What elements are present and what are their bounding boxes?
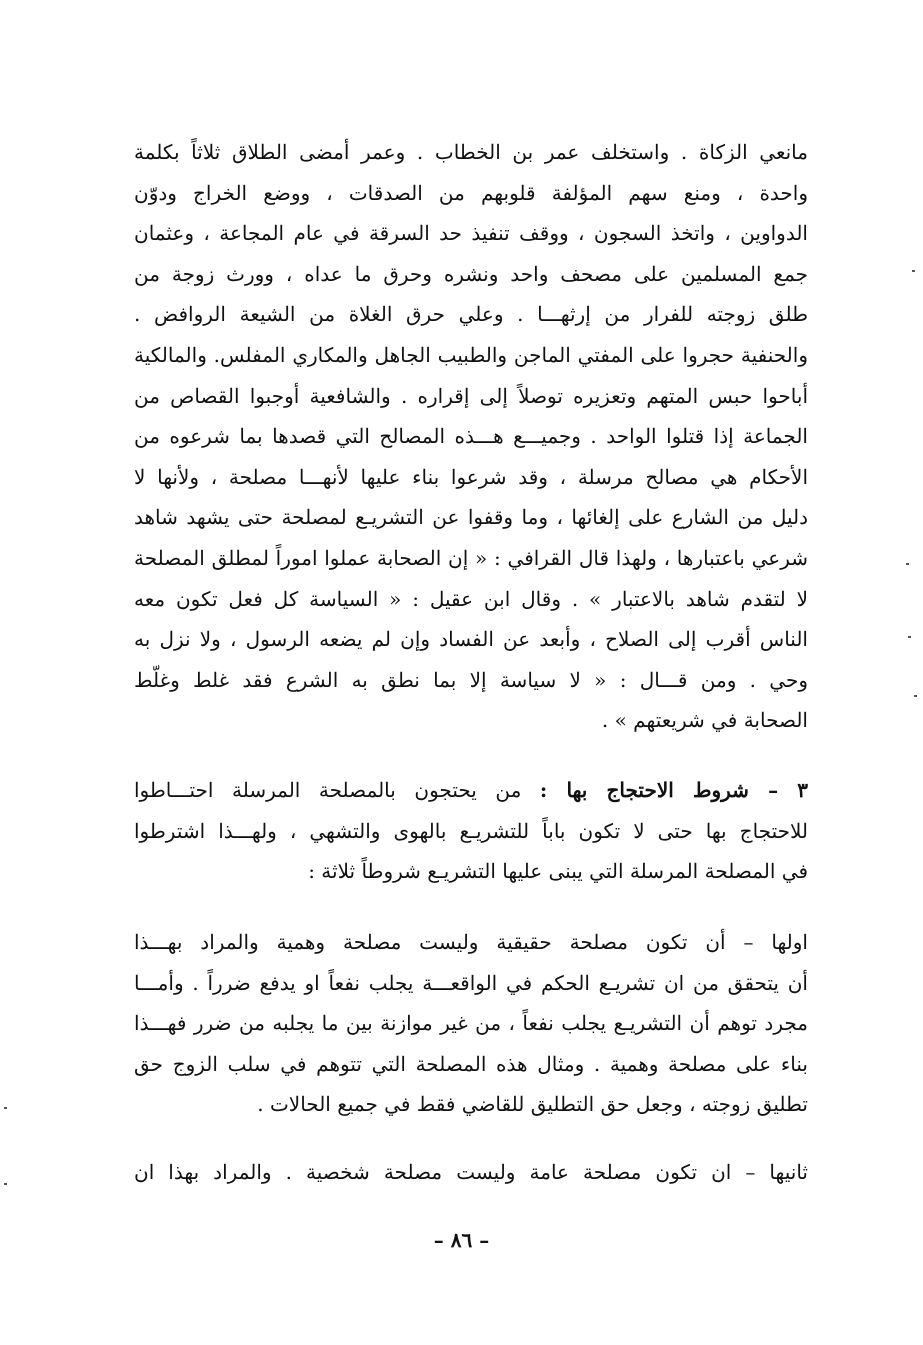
text-line: الجماعة إذا قتلوا الواحد . وجميـــع هـــذه المصالح التي قصدها بما شرعوه من bbox=[134, 424, 808, 449]
text-line: مجرد توهم أن التشريـع يجلب نفعاً ، من غير موازنة بين ما يجلبه من ضرر فهـــذا bbox=[134, 1011, 808, 1036]
text-line: الأحكام هي مصالح مرسلة ، وقد شرعوا بناء عليها لأنهـــا مصلحة ، ولأنها لا bbox=[134, 464, 808, 489]
text-line: ثانيها – ان تكون مصلحة عامة وليست مصلحة شخصية . والمراد بهذا ان bbox=[134, 1160, 808, 1184]
section-heading: ٣ – شروط الاحتجاج بها : bbox=[539, 778, 808, 802]
text-line: أن يتحقق من ان تشريـع الحكم في الواقعـــة يجلب نفعاً او يدفع ضرراً . وأمـــا bbox=[134, 970, 808, 995]
text-line: دليل من الشارع على إلغائها ، وما وقفوا عن التشريـع لمصلحة حتى يشهد شاهد bbox=[134, 505, 808, 530]
text-line: اولها – أن تكون مصلحة حقيقية وليست مصلحة وهمية والمراد بهـــذا bbox=[134, 930, 808, 954]
text-line: للاحتجاج بها حتى لا تكون باباً للتشريـع بالهوى والتشهي ، ولهـــذا اشترطوا bbox=[134, 818, 808, 843]
page-number: – ٨٦ – bbox=[433, 1228, 490, 1252]
text-line: بناء على مصلحة وهمية . ومثال هذه المصلحة التي تتوهم في سلب الزوج حق bbox=[134, 1051, 808, 1076]
text-line: الناس أقرب إلى الصلاح ، وأبعد عن الفساد وإن لم يضعه الرسول ، ولا نزل به bbox=[134, 627, 808, 652]
text-segment: من يحتجون بالمصلحة المرسلة احتـــاطوا bbox=[134, 778, 522, 802]
text-line: والحنفية حجروا على المفتي الماجن والطبيب الجاهل والمكاري المفلس. والمالكية bbox=[134, 342, 808, 367]
text-line: تطليق زوجته ، وجعل حق التطليق للقاضي فقط في جميع الحالات . bbox=[257, 1092, 808, 1117]
text-line: واحدة ، ومنع سهم المؤلفة قلوبهم من الصدقات ، ووضع الخراج ودوّن bbox=[134, 180, 808, 205]
text-line: وحي . ومن قـــال : « لا سياسة إلا بما نطق به الشرع فقد غلط وغلّط bbox=[134, 667, 808, 692]
scan-speck bbox=[912, 270, 915, 272]
scan-speck bbox=[4, 1107, 7, 1109]
paragraph-conditions-intro bbox=[134, 770, 808, 892]
text-line: طلق زوجته للفرار من إرثهـــا . وعلي حرق الغلاة من الشيعة الروافض . bbox=[134, 302, 808, 327]
text-line: الصحابة في شريعتهم » . bbox=[601, 708, 808, 733]
scan-speck bbox=[914, 695, 917, 697]
text-line: أباحوا حبس المتهم وتعزيره توصلاً إلى إقراره . والشافعية أوجبوا القصاص من bbox=[134, 383, 808, 408]
text-line: جمع المسلمين على مصحف واحد ونشره وحرق ما عداه ، وورث زوجة من bbox=[134, 261, 808, 286]
text-line-with-heading bbox=[134, 770, 808, 811]
paragraph-second-condition bbox=[134, 1152, 808, 1193]
text-line: شرعي باعتبارها ، ولهذا قال القرافي : « إن الصحابة عملوا اموراً لمطلق المصلحة bbox=[134, 545, 808, 570]
scan-speck bbox=[906, 563, 909, 565]
scan-speck bbox=[4, 1183, 7, 1185]
scan-speck bbox=[908, 636, 911, 638]
paragraph-first-condition bbox=[134, 922, 808, 1125]
text-line: لا لتقدم شاهد بالاعتبار » . وقال ابن عقيل : « السياسة كل فعل تكون معه bbox=[134, 586, 808, 611]
text-line: الدواوين ، واتخذ السجون ، ووقف تنفيذ حد السرقة في عام المجاعة ، وعثمان bbox=[134, 221, 808, 246]
text-line: مانعي الزكاة . واستخلف عمر بن الخطاب . وعمر أمضى الطلاق ثلاثاً بكلمة bbox=[134, 140, 808, 164]
text-line: في المصلحة المرسلة التي يبنى عليها التشريـع شروطاً ثلاثة : bbox=[308, 859, 808, 884]
paragraph-historical-examples bbox=[134, 132, 808, 741]
